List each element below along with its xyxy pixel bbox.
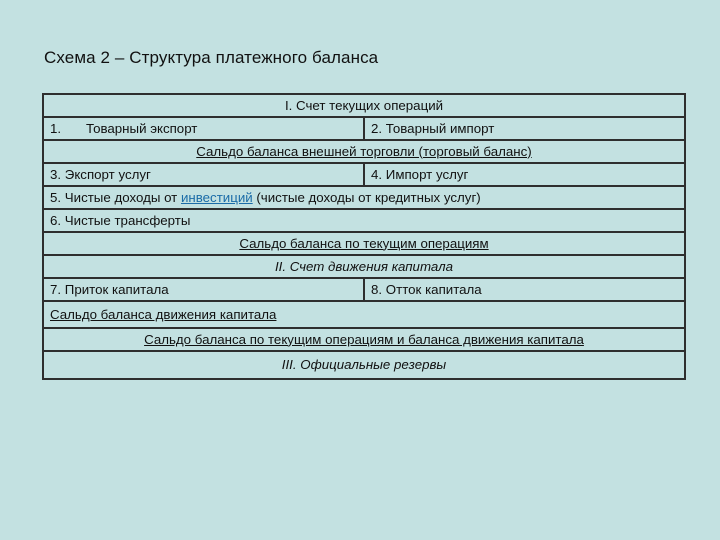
goods-export-cell (43, 117, 364, 140)
table-row (43, 255, 685, 278)
table-row (43, 301, 685, 328)
table-row (43, 186, 685, 209)
goods-import-cell (364, 117, 685, 140)
overall-balance-cell (43, 328, 685, 351)
net-investment-income-prefix: 5. Чистые доходы от (50, 189, 181, 205)
capital-outflow-label: 8. Отток капитала (371, 281, 482, 297)
table-row (43, 163, 685, 186)
services-import-cell (364, 163, 685, 186)
table-row (43, 94, 685, 117)
net-transfers-cell (43, 209, 685, 232)
services-export-label: 3. Экспорт услуг (50, 166, 151, 182)
capital-inflow-cell (43, 278, 364, 301)
current-account-header-label: I. Счет текущих операций (284, 97, 444, 113)
trade-balance-cell (43, 140, 685, 163)
goods-import-label: 2. Товарный импорт (371, 120, 495, 136)
trade-balance-label: Сальдо баланса внешней торговли (торговый баланс) (196, 143, 532, 159)
balance-of-payments-table (42, 93, 686, 380)
table-row (43, 351, 685, 379)
table-row (43, 232, 685, 255)
capital-outflow-cell (364, 278, 685, 301)
official-reserves-cell (43, 351, 685, 379)
goods-export-label: Товарный экспорт (86, 120, 198, 136)
capital-inflow-label: 7. Приток капитала (50, 281, 169, 297)
capital-account-header-label: II. Счет движения капитала (274, 258, 454, 274)
net-investment-income-suffix: (чистые доходы от кредитных услуг) (252, 189, 481, 205)
services-export-cell (43, 163, 364, 186)
goods-export-number: 1. (50, 120, 62, 136)
investments-link[interactable]: инвестиций (180, 189, 253, 205)
table-row (43, 209, 685, 232)
table-row (43, 328, 685, 351)
current-account-balance-cell (43, 232, 685, 255)
services-import-label: 4. Импорт услуг (371, 166, 469, 182)
current-account-balance-label: Сальдо баланса по текущим операциям (239, 235, 489, 251)
current-account-header (43, 94, 685, 117)
capital-account-balance-cell (43, 301, 685, 328)
net-investment-income-cell (43, 186, 685, 209)
overall-balance-label: Сальдо баланса по текущим операциям и баланса движения капитала (144, 331, 584, 347)
table-row (43, 278, 685, 301)
official-reserves-label: III. Официальные резервы (281, 357, 447, 372)
capital-account-header (43, 255, 685, 278)
net-transfers-label: 6. Чистые трансферты (50, 212, 191, 228)
table-row (43, 140, 685, 163)
table-row (43, 117, 685, 140)
capital-account-balance-label: Сальдо баланса движения капитала (50, 306, 277, 322)
slide-title: Схема 2 – Структура платежного баланса (44, 48, 379, 67)
